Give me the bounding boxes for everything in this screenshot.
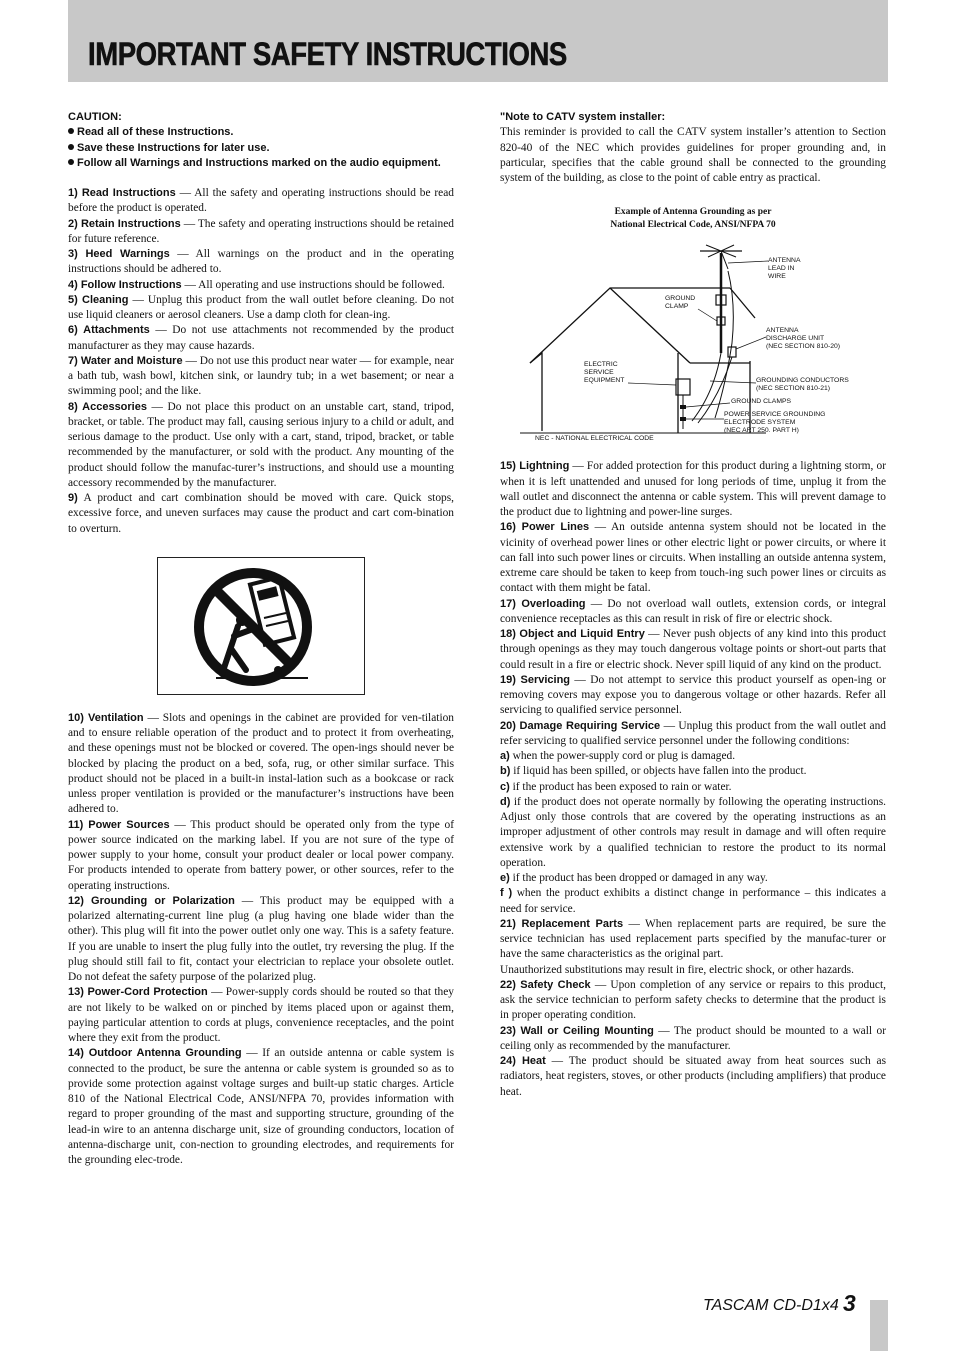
instruction-item	[500, 795, 886, 871]
instruction-text: — The safety and operating instructions should be retained for future reference.	[68, 217, 454, 245]
bullet-icon	[68, 128, 74, 134]
instruction-item	[68, 400, 454, 492]
instruction-list	[500, 459, 886, 749]
instruction-text: when the product exhibits a distinct change in performance – this indicates a need for service.	[500, 887, 887, 915]
instruction-label: 19) Servicing	[500, 673, 571, 686]
instruction-text: — When replacement parts are required, be sure the service technician has used replacement parts specified by the manufac-turer or have the same characteristics as the original part.	[500, 917, 886, 961]
instruction-label: b)	[500, 765, 511, 778]
instruction-label: 18) Object and Liquid Entry	[500, 628, 645, 640]
bullet-icon	[68, 144, 74, 150]
instruction-label: 15) Lightning	[500, 460, 570, 473]
instruction-item	[68, 1046, 454, 1168]
instruction-label: f )	[500, 887, 513, 900]
instruction-text: — Do not use this product near water — for example, near a bath tub, wash bowl, kitchen sink, or laundry tub; in a wet basement; or near a swimming pool; and the like.	[68, 354, 455, 398]
instruction-item	[500, 917, 886, 963]
instruction-item	[68, 894, 454, 986]
instruction-text: if the product does not operate normally by following the operating instructions. Adjust only those controls that are covered by the operating instructions as an improper adjustment of other controls may result in damage and will often require extensive work by a qualified technician to restore the product to its normal operation.	[500, 795, 886, 869]
instruction-item	[500, 749, 886, 764]
instruction-text: — Unplug this product from the wall outlet and refer servicing to qualified service personnel under the following conditions:	[500, 719, 887, 747]
instruction-label: d)	[500, 795, 511, 808]
cart-warning-figure	[157, 557, 365, 695]
instruction-item	[68, 217, 454, 248]
instruction-text: — The product should be situated away from heat sources such as radiators, heat registers, stoves, or other products (including amplifiers) that produce heat.	[500, 1055, 887, 1098]
instruction-label: e)	[500, 872, 510, 884]
cart-tipover-icon	[158, 558, 364, 694]
instruction-label: 6) Attachments	[68, 324, 150, 337]
instruction-item	[68, 711, 454, 818]
spacer	[68, 171, 454, 186]
instruction-item	[68, 818, 454, 894]
instruction-item	[500, 780, 886, 795]
instruction-text: — All the safety and operating instructions should be read before the product is operated.	[68, 187, 454, 215]
instruction-item	[68, 293, 454, 324]
label-grounding-conductors: GROUNDING CONDUCTORS (NEC SECTION 810-21)	[756, 377, 849, 393]
header-bar	[68, 0, 888, 82]
instruction-item	[500, 459, 886, 520]
instruction-label: a)	[500, 750, 510, 762]
instruction-label: 17) Overloading	[500, 597, 586, 610]
instruction-item	[500, 597, 886, 628]
instruction-text: — If an outside antenna or cable system is connected to the product, be sure the antenna or cable system is grounded so as to provide some protection against voltage surges and built-up static charges. Article 810 of the National Electrical Code, ANSI/NFPA 70, provides information with regard to proper grounding of the mast and supporting structure, grounding of the lead-in wire to an antenna discharge unit, size of grounding conductors, location of antenna-discharge unit, con-nection to grounding electrodes, and requirements for the grounding elec-trode.	[68, 1047, 454, 1166]
page-title: IMPORTANT SAFETY INSTRUCTIONS	[88, 36, 567, 72]
instruction-label: 24) Heat	[500, 1055, 546, 1067]
instruction-text: when the power-supply cord or plug is damaged.	[509, 750, 736, 762]
instruction-label: 12) Grounding or Polarization	[68, 894, 235, 907]
label-nec: NEC - NATIONAL ELECTRICAL CODE	[535, 435, 654, 443]
instruction-label: 13) Power-Cord Protection	[68, 986, 208, 999]
instruction-label: 23) Wall or Ceiling Mounting	[500, 1024, 654, 1037]
instruction-text: — Do not attempt to service this product yourself as open-ing or removing covers may expose you to dangerous voltage or other hazards. Refer all servicing to qualified service personnel.	[500, 673, 886, 717]
instruction-label: 3) Heed Warnings	[68, 248, 170, 260]
instruction-text: — Upon completion of any service or repairs to this product, ask the service technician to perform safety checks to determine that the product is in proper operating condition.	[500, 978, 886, 1022]
instruction-label: 22) Safety Check	[500, 978, 591, 991]
instruction-label: 9)	[68, 492, 78, 504]
instruction-text: — Power-supply cords should be routed so that they are not likely to be walked on or pinched by items placed upon or against them, paying particular attention to cords at plugs, convenience receptacles, and the point where they exit from the product.	[68, 986, 454, 1044]
instruction-label: 1) Read Instructions	[68, 187, 176, 199]
instruction-item	[500, 978, 886, 1024]
footer-brand: TASCAM CD-D1x4	[703, 1297, 839, 1314]
label-power-service: POWER SERVICE GROUNDING ELECTRODE SYSTEM (NEC ART 250. PART H)	[724, 411, 826, 434]
caution-bullet: Follow all Warnings and Instructions marked on the audio equipment.	[68, 156, 454, 171]
instruction-text: — The product should be mounted to a wall or ceiling only as recommended by the manufacturer.	[500, 1024, 886, 1052]
page-number: 3	[843, 1290, 856, 1316]
instruction-text: Unauthorized substitutions may result in fire, electric shock, or other hazards.	[500, 963, 854, 976]
instruction-item	[500, 1054, 886, 1100]
instruction-item	[500, 719, 886, 750]
antenna-grounding-diagram	[500, 233, 886, 451]
instruction-item	[68, 186, 454, 217]
instruction-text: — Do not use attachments not recommended by the product manufacturer as they may cause hazards.	[68, 324, 454, 352]
instruction-text: A product and cart combination should be moved with care. Quick stops, excessive force, and uneven surfaces may cause the product and cart com-bination to overturn.	[68, 492, 454, 535]
label-antenna-lead-in: ANTENNA LEAD IN WIRE	[768, 257, 801, 280]
instruction-list	[500, 917, 886, 1100]
instruction-item	[500, 886, 886, 917]
instruction-item	[500, 1024, 886, 1055]
instruction-label: 21) Replacement Parts	[500, 917, 624, 930]
instruction-item	[500, 520, 886, 596]
instruction-text: — An outside antenna system should not be located in the vicinity of overhead power lines or other electric light or power circuits, or where it can fall into such power lines or circuits. When installing an outside antenna system, extreme care should be taken to keep from touch-ing such power lines or circuits as contact with them might be fatal.	[500, 521, 886, 595]
instruction-label: 10) Ventilation	[68, 711, 144, 724]
instruction-label: 5) Cleaning	[68, 293, 129, 306]
instruction-list	[68, 711, 454, 1169]
instruction-label: 16) Power Lines	[500, 521, 590, 534]
label-discharge-unit: ANTENNA DISCHARGE UNIT (NEC SECTION 810-20)	[766, 327, 841, 350]
instruction-item	[68, 985, 454, 1046]
instruction-text: if the product has been dropped or damaged in any way.	[509, 872, 768, 884]
instruction-text: — For added protection for this product during a lightning storm, or when it is left unattended and unused for long periods of time, unplug it from the wall outlet and disconnect the antenna or cable system. This will prevent damage to the product due to lightning and power-line surges.	[500, 460, 886, 518]
label-ground-clamps: GROUND CLAMPS	[731, 398, 792, 406]
diagram-caption: Example of Antenna Grounding as per National Electrical Code, ANSI/NFPA 70	[610, 207, 776, 230]
label-ground-clamp: GROUND CLAMP	[665, 295, 696, 311]
footer-tab	[870, 1300, 888, 1351]
instruction-label: 7) Water and Moisture	[68, 354, 183, 367]
instruction-text: — All warnings on the product and in the operating instructions should be adhered to.	[68, 248, 454, 276]
instruction-item	[500, 871, 886, 886]
instruction-label: 14) Outdoor Antenna Grounding	[68, 1047, 242, 1060]
instruction-item	[500, 764, 886, 779]
instruction-text: — Do not place this product on an unstable cart, stand, tripod, bracket, or table. The product may fall, causing serious injury to a child or adult, and serious damage to the product. Use only with a cart, stand, tripod, bracket, or table recommended by the manufacturer, or sold with the product. Any mounting of the product should follow the manufac-turer’s instructions, and should use a mounting accessory recommended by the manufacturer.	[68, 400, 455, 489]
instruction-item	[68, 491, 454, 537]
instruction-text: — This product should be operated only from the type of power source indicated on the marking label. If you are not sure of the type of power supply to your home, consult your product dealer or local power company. For products intended to operate from battery power, or other sources, refer to the operating instructions.	[68, 818, 454, 892]
instruction-text: if liquid has been spilled, or objects have fallen into the product.	[510, 765, 807, 778]
instruction-item	[500, 963, 886, 978]
instruction-item	[68, 278, 454, 293]
instruction-list	[68, 186, 454, 537]
left-column	[68, 110, 454, 1168]
instruction-text: — This product may be equipped with a polarized alternating-current line plug (a plug having one blade wider than the other). This plug will fit into the power outlet only one way. This is a safety feature. If you are unable to insert the plug fully into the outlet, try reversing the plug. If the plug should still fail to fit, contact your electrician to replace your obsolete outlet. Do not defeat the safety purpose of the polarized plug.	[68, 894, 454, 983]
instruction-text: — Slots and openings in the cabinet are provided for ven-tilation and to ensure reliable operation of the product and to protect it from overheating, and these openings must not be blocked or covered. The open-ings should never be blocked by placing the product on a bed, sofa, rug, or other similar surface. This product should not be placed in a built-in instal-lation such as a bookcase or rack unless proper ventilation is provided or the manufacturer’s instructions have been adhered to.	[68, 711, 455, 816]
instruction-item	[68, 247, 454, 278]
bullet-icon	[68, 159, 74, 165]
instruction-item	[68, 354, 454, 400]
catv-text: This reminder is provided to call the CATV system installer’s attention to Section 820-40 of the NEC which provides guidelines for proper grounding and, in particular, specifies that the cable ground shall be connected to the grounding system of the building, as close to the point of cable entry as practical.	[500, 126, 886, 184]
instruction-label: 11) Power Sources	[68, 818, 170, 831]
caution-bullet: Read all of these Instructions.	[68, 125, 454, 140]
instruction-text: if the product has been exposed to rain or water.	[509, 780, 732, 793]
instruction-label: 8) Accessories	[68, 400, 147, 413]
instruction-text: — Unplug this product from the wall outlet before cleaning. Do not use liquid cleaners or aerosol cleaners. Use a damp cloth for clean-ing.	[68, 293, 454, 321]
instruction-label: 20) Damage Requiring Service	[500, 719, 661, 732]
label-electric-service: ELECTRIC SERVICE EQUIPMENT	[584, 361, 625, 384]
instruction-label: c)	[500, 780, 510, 793]
right-column	[500, 110, 886, 1100]
instruction-item	[500, 673, 886, 719]
instruction-text: — Never push objects of any kind into this product through openings as they may touch dangerous voltage points or short-out parts that could result in a fire or electric shock. Never spill liquid of any kind on the product.	[500, 628, 886, 671]
caution-bullet: Save these Instructions for later use.	[68, 141, 454, 156]
instruction-label: 2) Retain Instructions	[68, 217, 181, 230]
condition-list	[500, 749, 886, 917]
instruction-item	[68, 323, 454, 354]
caution-heading: CAUTION:	[68, 111, 122, 123]
instruction-label: 4) Follow Instructions	[68, 278, 182, 291]
catv-heading: "Note to CATV system installer:	[500, 111, 666, 123]
instruction-text: — All operating and use instructions should be followed.	[181, 278, 445, 291]
instruction-item	[500, 627, 886, 673]
instruction-text: — Do not overload wall outlets, extension cords, or integral convenience receptacles as this can result in risk of fire or electric shock.	[500, 597, 887, 625]
